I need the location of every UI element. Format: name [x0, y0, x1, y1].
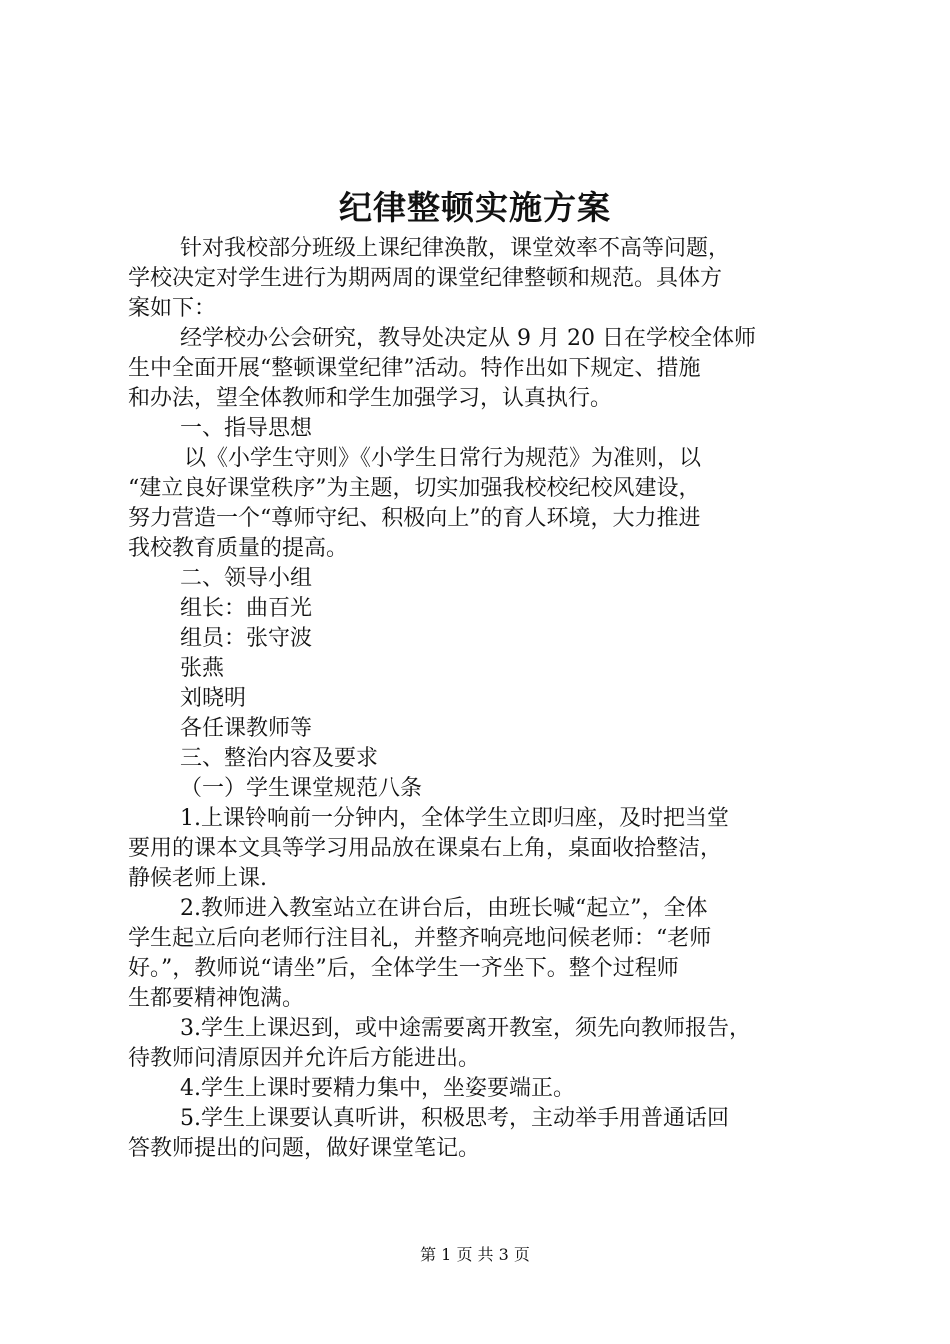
paragraph-line: 以《小学生守则》《小学生日常行为规范》为准则，以 [184, 446, 702, 471]
group-member: 各任课教师等 [180, 716, 313, 741]
section-heading: 一、指导思想 [180, 416, 313, 441]
rule-item: 5.学生上课要认真听讲，积极思考，主动举手用普通话回 [180, 1106, 729, 1131]
group-members: 组员：张守波 [180, 626, 313, 651]
paragraph-line: 学校决定对学生进行为期两周的课堂纪律整顿和规范。具体方 [128, 266, 723, 291]
section-heading: 二、领导小组 [180, 566, 313, 591]
rule-item: 2.教师进入教室站立在讲台后，由班长喊“起立”，全体 [180, 896, 708, 921]
paragraph-line: 好。”，教师说“请坐”后，全体学生一齐坐下。整个过程师 [128, 956, 679, 981]
group-member: 刘晓明 [180, 686, 247, 711]
rule-item: 4.学生上课时要精力集中，坐姿要端正。 [180, 1076, 575, 1101]
paragraph-line: 我校教育质量的提高。 [128, 536, 349, 561]
paragraph-line: 生中全面开展“整顿课堂纪律”活动。特作出如下规定、措施 [128, 356, 701, 381]
paragraph-line: 经学校办公会研究，教导处决定从 9 月 20 日在学校全体师 [180, 326, 756, 351]
paragraph-line: 案如下： [128, 296, 217, 321]
paragraph-line: 答教师提出的问题，做好课堂笔记。 [128, 1136, 481, 1161]
paragraph-line: 静候老师上课. [128, 866, 267, 891]
paragraph-line: 努力营造一个“尊师守纪、积极向上”的育人环境，大力推进 [128, 506, 701, 531]
paragraph-line: 待教师问清原因并允许后方能进出。 [128, 1046, 481, 1071]
section-heading: 三、整治内容及要求 [180, 746, 379, 771]
page-footer: 第 1 页 共 3 页 [420, 1245, 530, 1264]
document-body [128, 234, 828, 1164]
subsection-heading: （一）学生课堂规范八条 [180, 776, 423, 801]
paragraph-line: 学生起立后向老师行注目礼，并整齐响亮地问候老师：“老师 [128, 926, 712, 951]
paragraph-line: 针对我校部分班级上课纪律涣散，课堂效率不高等问题， [180, 236, 731, 261]
rule-item: 3.学生上课迟到，或中途需要离开教室，须先向教师报告， [180, 1016, 751, 1041]
paragraph-line: 和办法，望全体教师和学生加强学习，认真执行。 [128, 386, 613, 411]
group-member: 张燕 [180, 656, 225, 681]
paragraph-line: 生都要精神饱满。 [128, 986, 305, 1011]
group-leader: 组长：曲百光 [180, 596, 313, 621]
paragraph-line: “建立良好课堂秩序”为主题，切实加强我校校纪校风建设， [128, 476, 701, 501]
paragraph-line: 要用的课本文具等学习用品放在课桌右上角，桌面收拾整洁， [128, 836, 723, 861]
rule-item: 1.上课铃响前一分钟内，全体学生立即归座，及时把当堂 [180, 806, 729, 831]
document-title: 纪律整顿实施方案 [339, 188, 611, 227]
